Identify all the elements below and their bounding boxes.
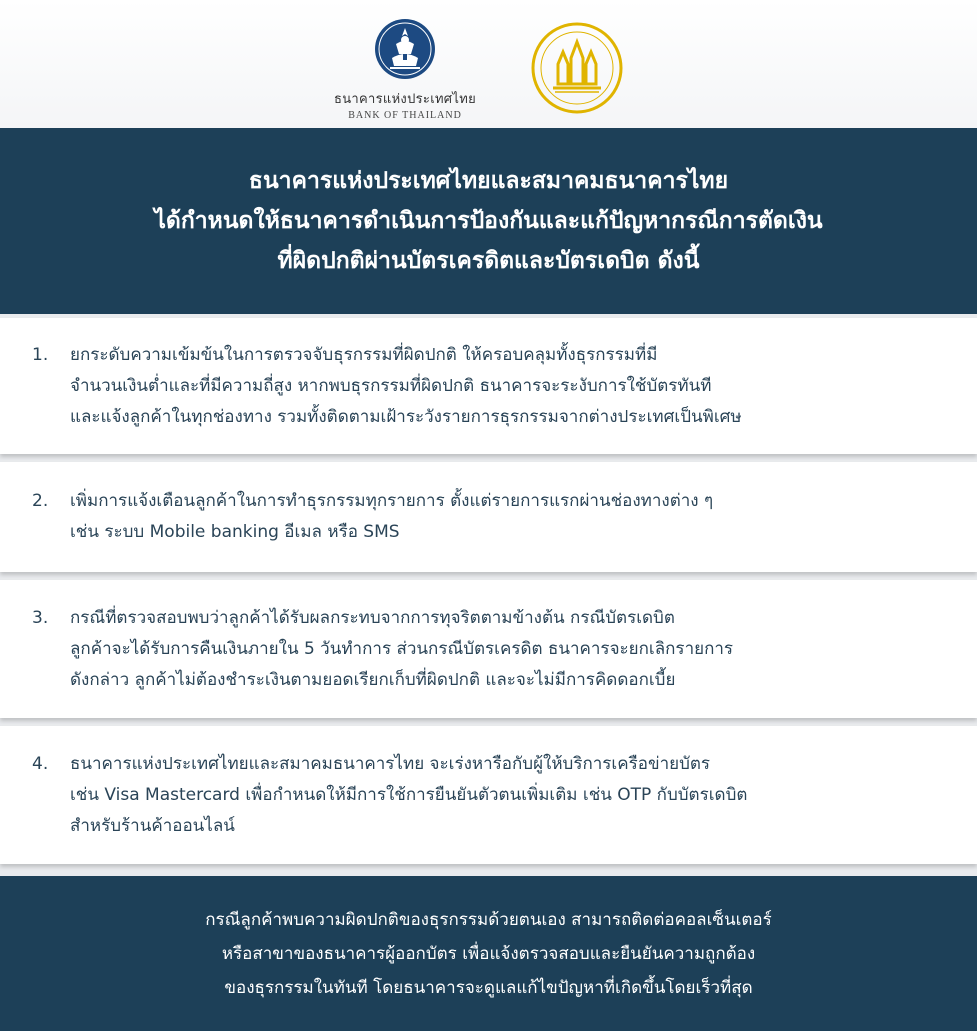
- bot-name-en: BANK OF THAILAND: [348, 110, 462, 121]
- logo-header: [0, 0, 977, 128]
- title-line-1: ธนาคารแห่งประเทศไทยและสมาคมธนาคารไทย: [248, 168, 729, 194]
- measure-line: ยกระดับความเข้มข้นในการตรวจจับธุรกรรมที่ผิดปกติ ให้ครอบคลุมทั้งธุรกรรมที่มี: [70, 344, 658, 365]
- measure-line: เช่น ระบบ Mobile banking อีเมล หรือ SMS: [70, 522, 400, 542]
- measure-number: 4.: [32, 753, 49, 774]
- measure-number: 2.: [32, 491, 49, 511]
- footer-line-3: ของธุรกรรมในทันที โดยธนาคารจะดูแลแก้ไขปัญหาที่เกิดขึ้นโดยเร็วที่สุด: [224, 977, 753, 998]
- bank-of-thailand-emblem-icon: [374, 18, 436, 80]
- measure-line: ลูกค้าจะได้รับการคืนเงินภายใน 5 วันทำการ ส่วนกรณีบัตรเครดิต ธนาคารจะยกเลิกรายการ: [70, 638, 734, 659]
- title-panel: [0, 128, 977, 314]
- footer-panel: [0, 876, 977, 1031]
- measure-card-4: [0, 726, 977, 864]
- title-line-3: ที่ผิดปกติผ่านบัตรเครดิตและบัตรเดบิต ดังนี้: [277, 248, 700, 274]
- measure-card-1: [0, 318, 977, 454]
- measure-line: ดังกล่าว ลูกค้าไม่ต้องชำระเงินตามยอดเรียกเก็บที่ผิดปกติ และจะไม่มีการคิดดอกเบี้ย: [70, 669, 676, 690]
- measure-number: 3.: [32, 607, 49, 628]
- thai-bankers-association-logo-icon: [527, 18, 627, 118]
- measure-line: เช่น Visa Mastercard เพื่อกำหนดให้มีการใช้การยืนยันตัวตนเพิ่มเติม เช่น OTP กับบัตรเดบิต: [70, 784, 748, 805]
- measure-line: ธนาคารแห่งประเทศไทยและสมาคมธนาคารไทย จะเร่งหารือกับผู้ให้บริการเครือข่ายบัตร: [70, 753, 711, 774]
- measure-line: กรณีที่ตรวจสอบพบว่าลูกค้าได้รับผลกระทบจากการทุจริตตามข้างต้น กรณีบัตรเดบิต: [70, 607, 675, 628]
- footer-line-2: หรือสาขาของธนาคารผู้ออกบัตร เพื่อแจ้งตรวจสอบและยืนยันความถูกต้อง: [221, 943, 756, 964]
- footer-line-1: กรณีลูกค้าพบความผิดปกติของธุรกรรมด้วยตนเอง สามารถติดต่อคอลเซ็นเตอร์: [205, 909, 772, 930]
- title-line-2: ได้กำหนดให้ธนาคารดำเนินการป้องกันและแก้ปัญหากรณีการตัดเงิน: [154, 208, 823, 234]
- measure-line: และแจ้งลูกค้าในทุกช่องทาง รวมทั้งติดตามเฝ้าระวังรายการธุรกรรมจากต่างประเทศเป็นพิเศษ: [70, 406, 742, 427]
- bot-name-th: ธนาคารแห่งประเทศไทย: [333, 92, 476, 107]
- measure-line: เพิ่มการแจ้งเตือนลูกค้าในการทำธุรกรรมทุกรายการ ตั้งแต่รายการแรกผ่านช่องทางต่าง ๆ: [70, 491, 714, 511]
- measure-card-3: [0, 580, 977, 718]
- bank-of-thailand-logo: [310, 18, 500, 121]
- measure-line: จำนวนเงินต่ำและที่มีความถี่สูง หากพบธุรกรรมที่ผิดปกติ ธนาคารจะระงับการใช้บัตรทันที: [70, 375, 712, 396]
- measure-card-2: [0, 462, 977, 572]
- measure-number: 1.: [32, 344, 49, 365]
- measure-line: สำหรับร้านค้าออนไลน์: [70, 815, 235, 836]
